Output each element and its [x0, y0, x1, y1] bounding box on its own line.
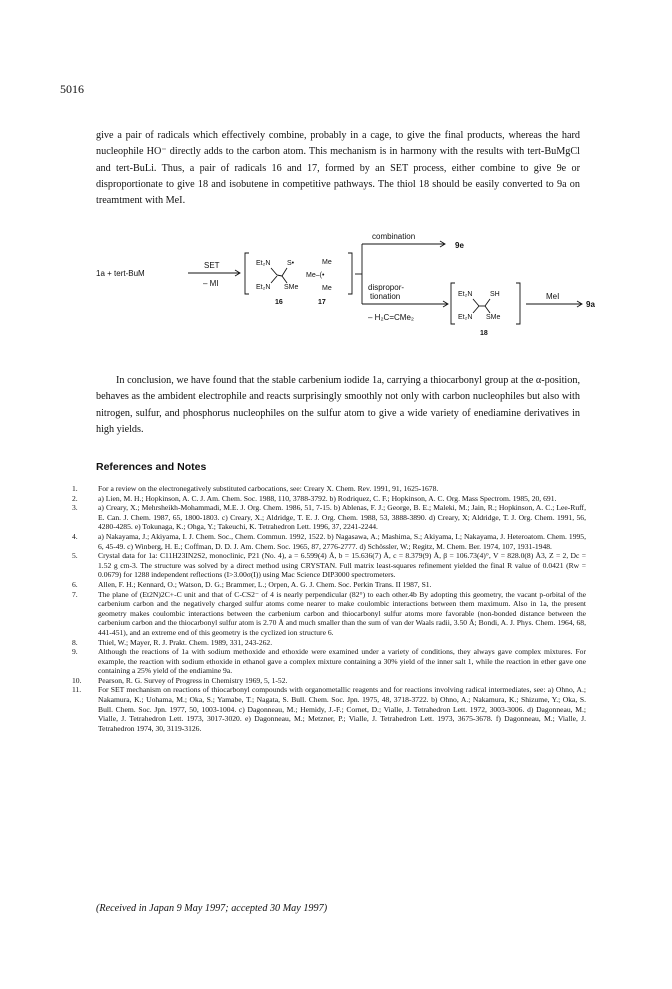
bond	[473, 299, 479, 306]
product-9a: 9a	[586, 300, 595, 309]
radical16-top-right: S•	[287, 260, 295, 267]
disproportionation-label-1: dispropor-	[368, 283, 405, 292]
radical16-bottom-left: Et₂N	[256, 284, 271, 291]
reference-item: 5. Crystal data for 1a: C11H23IN2S2, monoclinic, P21 (No. 4), a = 6.599(4) Å, b = 15.636(7) Å, c = 8.379(9) Å, β = 106.73(4)°, V = 828.0(8) Å3, Z = 2, Dc = 1.52 g cm-3. The structure was solved by a direct method using CRYSTAN. Full matrix least-squares refinement yielded the final R value of 0.0421 (Rw = 0.0679) for 1288 independent reflections (I>3.00σ(I)) using Mac Science DIP3000 spectrometers.	[72, 551, 586, 580]
thiol-top-left: Et₂N	[458, 291, 473, 298]
references-list	[72, 484, 586, 733]
disproportionation-label-2: tionation	[370, 292, 401, 301]
received-date: (Received in Japan 9 May 1997; accepted 30 May 1997)	[96, 903, 328, 914]
bond	[485, 299, 490, 306]
bond	[271, 276, 277, 283]
reference-item: 7. The plane of (Et2N)2C+-C unit and that of C-CS2⁻ of 4 is nearly perpendicular (82°) to each other.4b By adopting this geometry, the vacant p-orbital of the carbenium carbon and the negatively charged sulfur atoms come nearer to make coulombic interactions between them maximum. Also in 1a, the present geometry makes coulombic interactions between the carbenium carbon and thiocarbonyl sulfur atoms more favorable (non-bonded distance between the carbenium carbon and the thiocarbonyl sulfur atom is 2.70 Å and much smaller than the sum of van der Waals radii, 3.50 Å; Bondi, A. J. Phys. Chem. 1964, 68, 441-451), and an extreme end of this geometry is the cyclized ion structure 6.	[72, 589, 586, 637]
radical17-bottom: Me	[322, 285, 332, 292]
thiol-bracket-left	[451, 283, 455, 324]
references-heading: References and Notes	[96, 461, 207, 473]
page-number: 5016	[60, 82, 84, 96]
reference-item: 8. Thiel, W.; Mayer, R. J. Prakt. Chem. 1989, 331, 243-262.	[72, 637, 273, 647]
product-9e: 9e	[455, 241, 464, 250]
thiol-bottom-left: Et₂N	[458, 314, 473, 321]
bond	[485, 306, 490, 313]
bond	[282, 268, 287, 276]
paragraph-2: In conclusion, we have found that the stable carbenium iodide 1a, carrying a thiocarbonyl group at the α-position, behaves as the ambident electrophile and reacts surprisingly smoothly not only with carbon nucleophiles but also with nitrogen, sulfur, and phosphorus nucleophiles on the sulfur atom to give a wide variety of enediamine derivatives in high yields.	[96, 375, 580, 435]
thiol-bracket-right	[516, 283, 520, 324]
bond	[277, 275, 282, 276]
reference-item: 9. Although the reactions of 1a with sodium methoxide and ethoxide were examined under a variety of conditions, they always gave complex mixtures. For example, the reaction with sodium ethoxide in ethanol gave a complex mixture containing a 30% yield of the inner salt 1, while the reaction in ether gave one containing a 25% yield of the endiamine 9a.	[72, 647, 586, 676]
bond	[282, 276, 287, 283]
radical16-top-left: Et₂N	[256, 260, 271, 267]
thiol-top-right: SH	[490, 291, 500, 298]
reference-item: 3. a) Creary, X.; Mehrsheikh-Mohammadi, M.E. J. Org. Chem. 1986, 51, 7-15. b) Ablenas, F. J.; George, B. E.; Maleki, M.; Jain, R.; Hopkinson, A. C.; Lee-Ruff, E. Can. J. Chem. 1987, 65, 1800-1803. c) Creary, X.; Aldridge, T. E. J. Org. Chem. 1988, 53, 3888-3890. d) Creary, X; Aldridge, T. J. Org. Chem. 1991, 56, 4280-4285. e) Tokunaga, K.; Ohga, Y.; Takeuchi, K. Tetrahedron Lett. 1996, 37, 2241-2244.	[72, 503, 586, 532]
isobutene-byproduct: – H₂C=CMe₂	[368, 313, 414, 322]
combination-label: combination	[372, 232, 416, 241]
reference-item: 4. a) Nakayama, J.; Akiyama, I. J. Chem. Soc., Chem. Commun. 1992, 1522. b) Nagasawa, A.; Mashima, S.; Akiyama, I.; Nakayama, J. Heteroatom. Chem. 1995, 6, 45-49. c) Winberg, H. E.; Coffman, D. D. J. Am. Chem. Soc. 1965, 87, 2776-2777. d) Schössler, W.; Regitz, M. Chem. Ber. 1974, 107, 1931-1948.	[72, 531, 586, 551]
mi-label: – MI	[203, 279, 219, 288]
radical17-top: Me	[322, 259, 332, 266]
compound-18-label: 18	[480, 330, 488, 337]
radical16-bottom-right: SMe	[284, 284, 299, 291]
compound-16-label: 16	[275, 299, 283, 306]
reference-item: 10. Pearson, R. G. Survey of Progress in Chemistry 1969, 5, 1-52.	[72, 675, 288, 685]
paragraph-1: give a pair of radicals which effectively combine, probably in a cage, to give the final products, whereas the hard nucleophile HO⁻ directly adds to the carbon atom. This mechanism is in harmony with the results with tert-BuMgCl and tert-BuLi. Thus, a pair of radicals 16 and 17, formed by an SET process, either combine to give 9e or disproportionate to give 18 and isobutene in competitive pathways. The thiol 18 should be easily converted to 9a on treamtment with MeI.	[96, 130, 580, 207]
compound-17-label: 17	[318, 299, 326, 306]
reagent-mei: MeI	[546, 292, 560, 301]
thiol-bottom-right: SMe	[486, 314, 501, 321]
reference-item: 6. Allen, F. H.; Kennard, O.; Watson, D. G.; Brammer, L.; Orpen, A. G. J. Chem. Soc. Perkin Trans. II 1987, S1.	[72, 579, 432, 589]
radical17-mid: Me–(•	[306, 272, 325, 279]
reference-item: 2. a) Lien, M. H.; Hopkinson, A. C. J. Am. Chem. Soc. 1988, 110, 3788-3792. b) Rodriquez, C. F.; Hopkinson, A. C. Org. Mass Spectrom. 1985, 20, 691.	[72, 493, 557, 503]
bond	[473, 306, 479, 313]
radical-bracket-right	[348, 253, 352, 294]
reactant-label: 1a + tert-BuM	[96, 269, 145, 278]
bond	[271, 268, 277, 275]
radical-bracket-left	[245, 253, 249, 294]
set-label: SET	[204, 261, 220, 270]
reference-item: 1. For a review on the electronegatively substituted carbocations, see: Creary X. Chem. Rev. 1991, 91, 1625-1678.	[72, 484, 439, 493]
reference-item: 11. For SET mechanism on reactions of thiocarbonyl compounds with organometallic reagents and for reactions involving radical intermediates, see: a) Ohno, A.; Nakamura, K.; Uohama, M.; Oka, S.; Yamabe, T.; Nagata, S. Bull. Chem. Soc. Jpn. 1975, 48, 3718-3722. b) Ohno, A.; Nakamura, K.; Shizume, Y.; Oka, S. Bull. Chem. Soc. Jpn. 1977, 50, 1003-1004. c) Dagonneau, M.; Hemidy, J.-F.; Cornet, D.; Vialle, J. Tetrahedron Lett. 1972, 3003-3006. d) Dagonneau, M.; Vialle, J. Tetrahedron Lett. 1973, 3017-3020. e) Dagonneau, M.; Metzner, P.; Vialle, J. Tetrahedron Lett. 1973, 3675-3678. f) Dagonneau, M.; Vialle, J. Tetrahedron 1974, 30, 3119-3126.	[72, 685, 586, 733]
